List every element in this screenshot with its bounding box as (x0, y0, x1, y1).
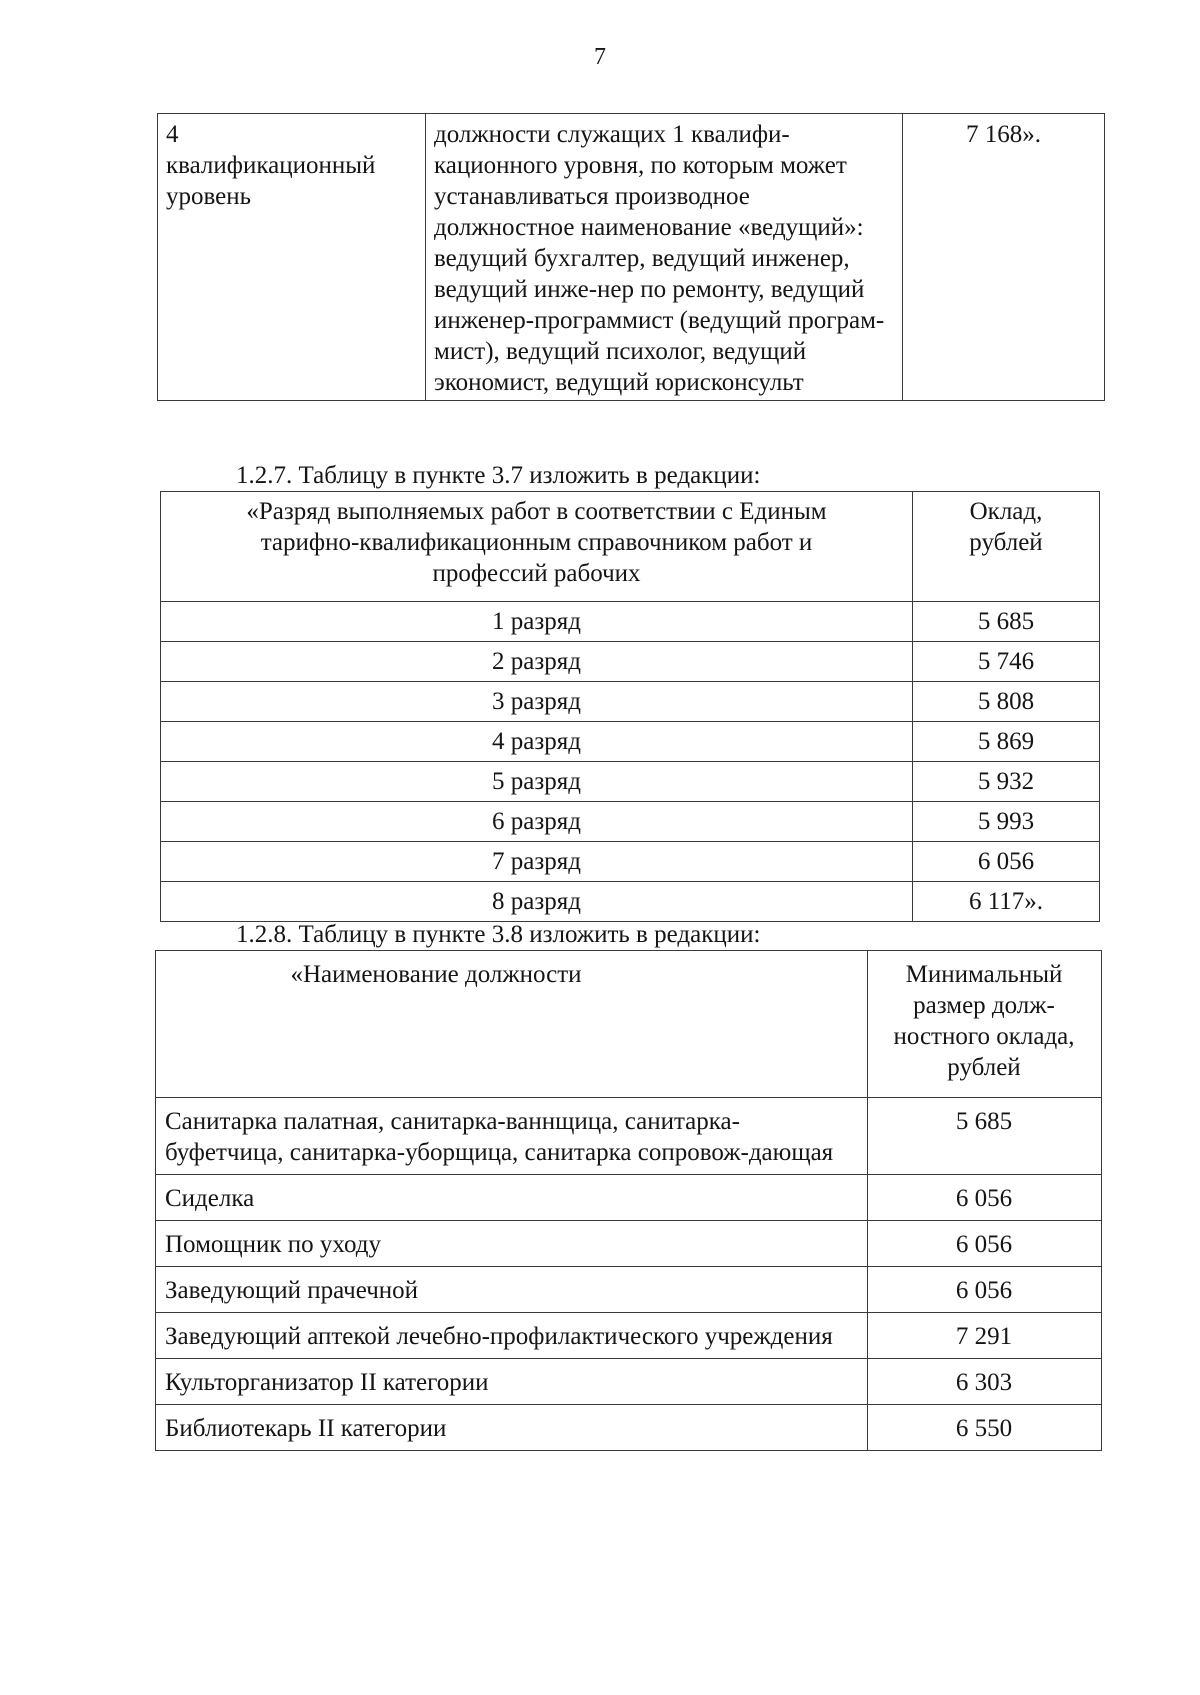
positions-cell (426, 114, 903, 401)
salary-cell: 6 056 (868, 1267, 1102, 1313)
salary-cell: 6 117». (913, 882, 1100, 922)
table-row (158, 114, 1105, 401)
position-cell: Санитарка палатная, санитарка-ваннщица, санитарка-буфетчица, санитарка-уборщица, санитарка сопровож-дающая (156, 1098, 868, 1175)
table-row (156, 1221, 1102, 1267)
salary-cell: 7 291 (868, 1313, 1102, 1359)
salary-cell: 5 685 (868, 1098, 1102, 1175)
table-row (161, 802, 1100, 842)
grade-cell: 1 разряд (161, 602, 913, 642)
table-row (161, 882, 1100, 922)
salary-cell: 6 550 (868, 1405, 1102, 1451)
grade-cell: 4 разряд (161, 722, 913, 762)
salary-cell: 5 993 (913, 802, 1100, 842)
table-row (161, 602, 1100, 642)
header-min-salary-cell: Минимальный размер долж-ностного оклада, рублей (868, 951, 1102, 1098)
table-row (161, 642, 1100, 682)
position-cell: Помощник по уходу (156, 1221, 868, 1267)
grade-cell: 7 разряд (161, 842, 913, 882)
grade-salary-table (160, 491, 1100, 922)
table-row (161, 682, 1100, 722)
salary-cell: 5 746 (913, 642, 1100, 682)
table-header-row (156, 951, 1102, 1098)
salary-cell: 5 808 (913, 682, 1100, 722)
qualification-level-cell (158, 114, 426, 401)
table-row (161, 842, 1100, 882)
salary-cell: 6 303 (868, 1359, 1102, 1405)
grade-cell: 2 разряд (161, 642, 913, 682)
position-cell: Сиделка (156, 1175, 868, 1221)
header-grade-text: «Разряд выполняемых работ в соответствии с Единым тарифно-квалификационным справочником работ и профессий рабочих (246, 498, 827, 587)
paragraph-1-2-8: 1.2.8. Таблицу в пункте 3.8 изложить в редакции: (236, 921, 761, 948)
position-cell: Заведующий аптекой лечебно-профилактического учреждения (156, 1313, 868, 1359)
paragraph-1-2-7: 1.2.7. Таблицу в пункте 3.7 изложить в редакции: (236, 462, 761, 489)
grade-cell: 6 разряд (161, 802, 913, 842)
grade-cell: 5 разряд (161, 762, 913, 802)
salary-cell: 5 869 (913, 722, 1100, 762)
table-row (156, 1359, 1102, 1405)
positions-text: должности служащих 1 квалифи-кационного уровня, по которым может устанавливаться производное должностное наименование «ведущий»: ведущий бухгалтер, ведущий инженер, ведущий инже-нер по ремонту, ведущий инженер-программист (ведущий програм-мист), ведущий психолог, ведущий экономист, ведущий юрисконсульт (434, 121, 885, 396)
salary-cell: 5 685 (913, 602, 1100, 642)
header-grade-cell (161, 492, 913, 602)
table-header-row (161, 492, 1100, 602)
header-salary-text: Оклад, рублей (969, 498, 1043, 556)
table-row (161, 762, 1100, 802)
position-salary-table (155, 950, 1102, 1451)
salary-cell: 6 056 (868, 1175, 1102, 1221)
table-row (156, 1405, 1102, 1451)
salary-cell: 6 056 (868, 1221, 1102, 1267)
table-row (156, 1267, 1102, 1313)
salary-cell: 5 932 (913, 762, 1100, 802)
position-cell: Культорганизатор II категории (156, 1359, 868, 1405)
header-salary-cell (913, 492, 1100, 602)
qualification-level-text: 4 квалификационный уровень (166, 121, 376, 210)
table-row (156, 1175, 1102, 1221)
header-position-cell: «Наименование должности (156, 951, 868, 1098)
grade-cell: 8 разряд (161, 882, 913, 922)
grade-cell: 3 разряд (161, 682, 913, 722)
salary-cell: 7 168». (903, 114, 1105, 401)
position-cell: Заведующий прачечной (156, 1267, 868, 1313)
salary-cell: 6 056 (913, 842, 1100, 882)
table-row (156, 1313, 1102, 1359)
table-row (161, 722, 1100, 762)
qualification-table (157, 113, 1105, 401)
table-row (156, 1098, 1102, 1175)
page-number: 7 (594, 44, 606, 70)
position-cell: Библиотекарь II категории (156, 1405, 868, 1451)
